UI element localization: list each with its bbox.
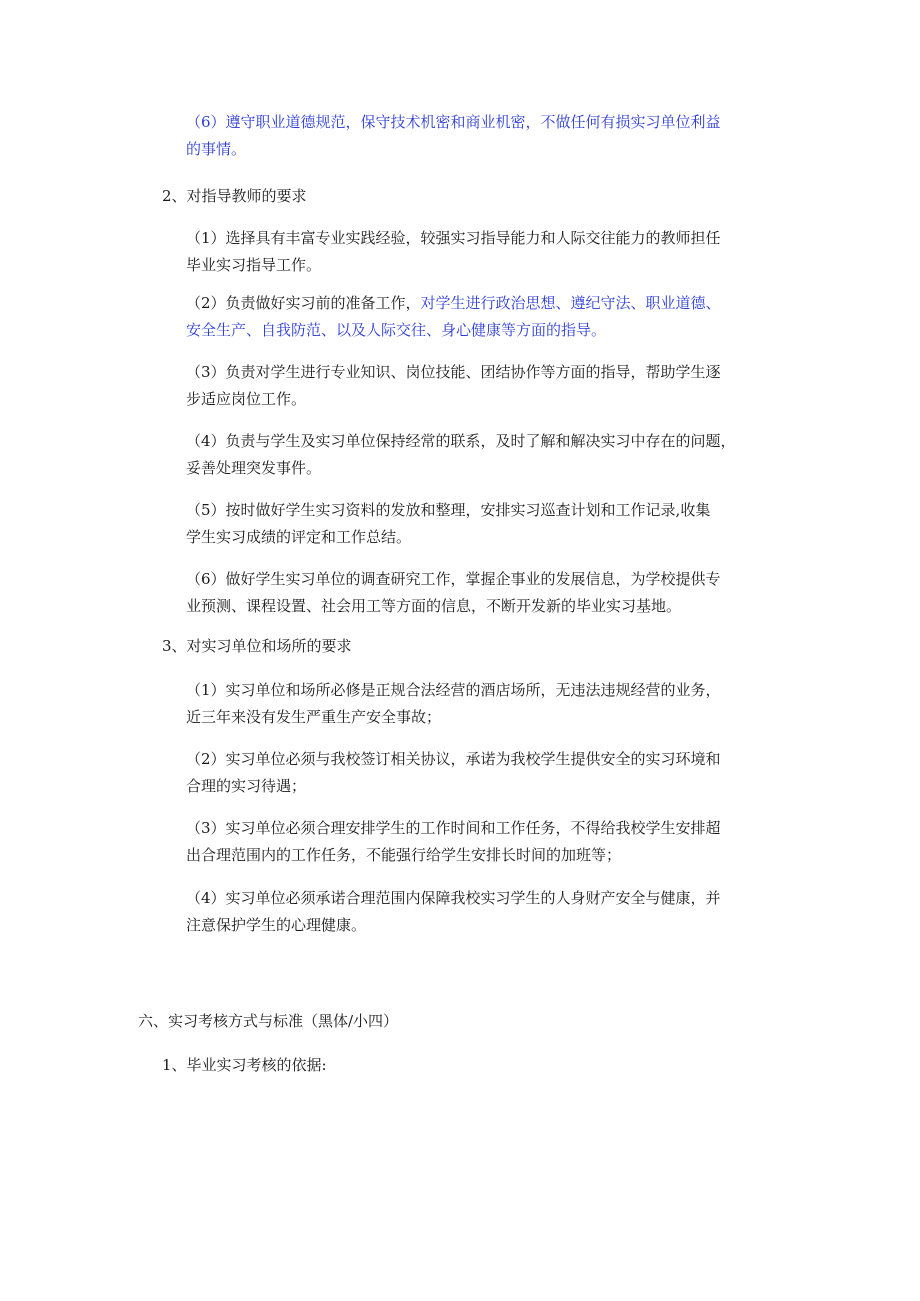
text-line: 的事情。 [186,140,247,158]
text-line: 妥善处理突发事件。 [186,459,322,477]
text-line: 注意保护学生的心理健康。 [186,916,367,934]
section-heading-assessment: 六、实习考核方式与标准（黑体/小四） [138,1012,399,1030]
text-line: 学生实习成绩的评定和工作总结。 [186,528,412,546]
section-heading-unit-requirements: 3、对实习单位和场所的要求 [162,637,352,655]
text-line: （4）实习单位必须承诺合理范围内保障我校实习学生的人身财产安全与健康，并 [186,889,721,907]
text-line: 毕业实习指导工作。 [186,256,322,274]
text-segment: （2）负责做好实习前的准备工作， [186,294,421,312]
paragraph-teacher-requirement-6 [138,566,788,620]
paragraph-unit-requirement-2 [138,746,788,800]
text-line: 出合理范围内的工作任务，不能强行给学生安排长时间的加班等； [186,846,622,864]
text-line: 步适应岗位工作。 [186,390,307,408]
text-line: （3）负责对学生进行专业知识、岗位技能、团结协作等方面的指导，帮助学生逐 [186,363,721,381]
text-segment-highlight: 对学生进行政治思想、遵纪守法、职业道德、 [420,294,721,312]
section-heading-teacher-requirements: 2、对指导教师的要求 [162,187,307,205]
text-line: 合理的实习待遇； [186,777,307,795]
text-line: （2）实习单位必须与我校签订相关协议，承诺为我校学生提供安全的实习环境和 [186,750,721,768]
text-line: （3）实习单位必须合理安排学生的工作时间和工作任务，不得给我校学生安排超 [186,819,721,837]
paragraph-teacher-requirement-4 [138,428,788,482]
paragraph-unit-requirement-1 [138,677,788,731]
paragraph-teacher-requirement-2 [138,290,788,344]
text-line: （1）选择具有丰富专业实践经验，较强实习指导能力和人际交往能力的教师担任 [186,229,721,247]
subheading-assessment-basis: 1、毕业实习考核的依据: [162,1056,327,1074]
text-line: 近三年来没有发生严重生产安全事故； [186,708,442,726]
paragraph-student-requirement-6 [138,109,788,163]
text-line: （6）做好学生实习单位的调查研究工作，掌握企事业的发展信息，为学校提供专 [186,570,721,588]
paragraph-unit-requirement-3 [138,815,788,869]
text-line: （1）实习单位和场所必修是正规合法经营的酒店场所，无违法违规经营的业务， [186,681,721,699]
text-line: 安全生产、自我防范、以及人际交往、身心健康等方面的指导。 [186,321,607,339]
paragraph-teacher-requirement-5 [138,497,788,551]
paragraph-teacher-requirement-3 [138,359,788,413]
text-line: 业预测、课程设置、社会用工等方面的信息，不断开发新的毕业实习基地。 [186,597,682,615]
text-line: （5）按时做好学生实习资料的发放和整理，安排实习巡查计划和工作记录,收集 [186,501,711,519]
paragraph-unit-requirement-4 [138,885,788,939]
text-line [138,290,788,317]
text-line: （6）遵守职业道德规范，保守技术机密和商业机密，不做任何有损实习单位利益 [186,113,721,131]
text-line: （4）负责与学生及实习单位保持经常的联系，及时了解和解决实习中存在的问题， [186,432,736,450]
paragraph-teacher-requirement-1 [138,225,788,279]
